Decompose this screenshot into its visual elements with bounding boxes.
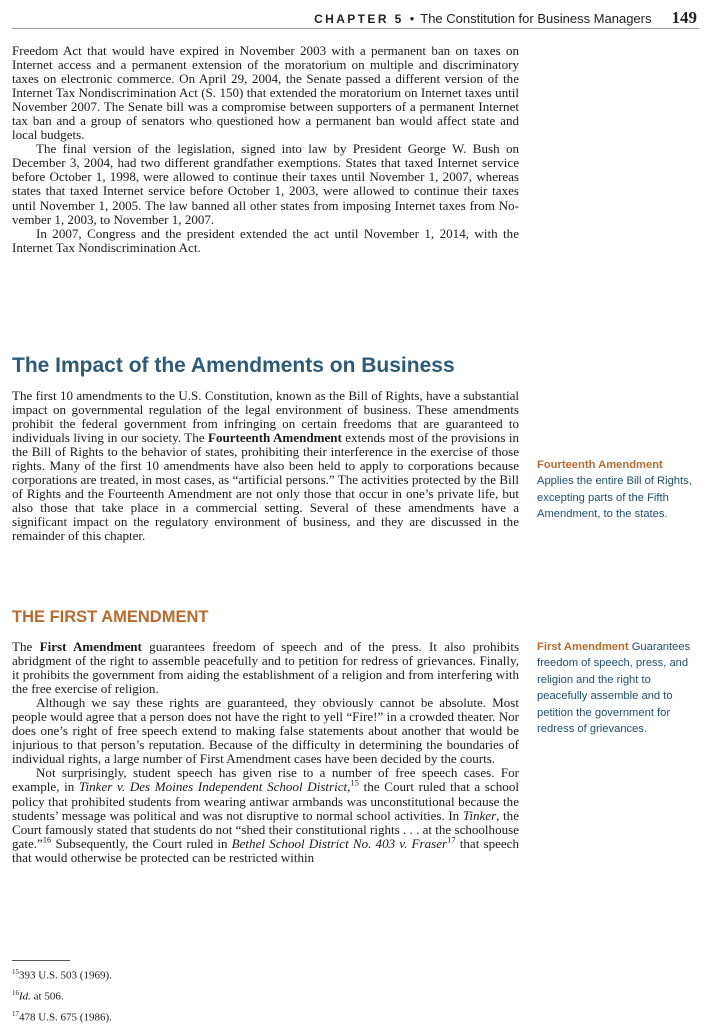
- running-header: [12, 4, 699, 29]
- section-heading-first-amendment: THE FIRST AMENDMENT: [12, 608, 209, 626]
- impact-section: [12, 389, 519, 544]
- page-number: 149: [671, 8, 697, 27]
- footnote-ref-17: 17: [447, 834, 456, 845]
- first-amendment-section: [12, 640, 519, 865]
- impact-text-start: The first 10 amendments to the U.S. Constitution, known as the Bill of Rights, have a substantial impact on governmental regulation of the legal environment of business. These amendments prohibit the federal government from infringing on certain freedoms that are guaranteed to individuals living in our society. The: [12, 388, 519, 446]
- impact-text-end: extends most of the provisions in the Bill of Rights to the behavior of states, prohibiting their interference in the exercise of those rights. Many of the first 10 amendments have also been held to apply to corporations because corporations are treated, in most cases, as “artificial persons.” The activities protected by the Bill of Rights and the Fourteenth Amendment are not only those that occur in one’s private life, but also those that take place in a commercial setting. Several of these amendments have a significant impact on the regulatory environment of business, and they are discussed in the remainder of this chapter.: [12, 430, 519, 544]
- case-bethel: Bethel School District No. 403 v. Fraser: [231, 835, 448, 851]
- footnote-16: [12, 985, 412, 1006]
- footnotes: [12, 964, 412, 1027]
- case-tinker-short: Tinker: [462, 807, 497, 823]
- intro-section: [12, 44, 519, 255]
- footnote-number: 17: [12, 1010, 19, 1019]
- fa-text-start: The: [12, 639, 40, 654]
- footnote-ref-16: 16: [42, 834, 52, 845]
- margin-note-term: Fourteenth Amendment: [537, 459, 663, 471]
- footnote-divider: [12, 960, 70, 961]
- first-amendment-paragraph-3: [12, 766, 519, 864]
- intro-paragraph-1: Freedom Act that would have expired in November 2003 with a permanent ban on taxes on Internet access and a permanent extension of the moratorium on multiple and discriminatory taxes on electronic commerce. On April 29, 2004, the Senate passed a different version of the Internet Tax Nondiscrimination Act (S. 150) that extended the moratorium on Internet taxes until November 2007. The Senate bill was a compromise between supporters of a permanent Internet tax ban and a group of senators who questioned how a permanent ban would affect state and local budgets.: [12, 43, 519, 143]
- p3-text-d: Subsequently, the Court ruled in: [51, 835, 232, 851]
- header-separator: •: [409, 11, 415, 26]
- chapter-title: The Constitution for Business Managers: [420, 11, 652, 26]
- margin-note-fourteenth-amendment: [537, 457, 699, 523]
- fourteenth-amendment-term: Fourteenth Amendment: [207, 430, 342, 446]
- p3-text-c: , the Court famously stated that students do not “shed their constitutional rights . . . at the schoolhouse gate.”: [12, 807, 519, 851]
- margin-note-first-amendment: [537, 639, 699, 737]
- footnote-number: 15: [12, 968, 19, 976]
- footnote-text: 478 U.S. 675 (1986).: [19, 1011, 112, 1024]
- fa-text-end: guarantees freedom of speech and of the press. It also prohibits abridgment of the right to assemble peacefully and to petition for redress of grievances. Finally, it prohibits the government from aiding the establishment of a religion and from interfering with the free exercise of religion.: [12, 639, 520, 697]
- p3-text-e: that speech that would otherwise be protected can be restricted within: [12, 835, 519, 865]
- footnote-italic: Id.: [19, 990, 31, 1003]
- chapter-label: CHAPTER 5: [314, 12, 404, 26]
- footnote-text: at 506.: [30, 990, 64, 1003]
- impact-paragraph: [12, 389, 519, 544]
- case-tinker-full: Tinker v. Des Moines Independent School District,: [79, 779, 351, 795]
- first-amendment-paragraph-2: Although we say these rights are guaranteed, they obviously cannot be absolute. Most people would agree that a person does not have the right to yell “Fire!” in a crowded theater. Nor does one’s right of free speech extend to making false statements about another that would be injurious to that person’s reputation. Because of the difficulty in determining the boundaries of individual rights, a large number of First Amendment cases have been decided by the courts.: [12, 695, 519, 767]
- footnote-number: 16: [12, 989, 19, 998]
- margin-note-definition: Applies the entire Bill of Rights, excepting parts of the Fifth Amendment, to the states.: [537, 475, 692, 521]
- margin-note-definition: Guarantees freedom of speech, press, and religion and the right to peacefully assemble and to petition the government for redress of grievances.: [537, 641, 691, 736]
- first-amendment-paragraph-1: [12, 640, 519, 696]
- footnote-ref-15: 15: [350, 778, 359, 789]
- p3-text-b: the Court ruled that a school policy that prohibited students from wearing antiwar armbands was unconstitutional because the students’ message was political and was not disruptive to normal school activities. In: [12, 779, 519, 823]
- section-heading-impact: The Impact of the Amendments on Business: [12, 354, 455, 377]
- header-right: [314, 8, 697, 28]
- footnote-text: 393 U.S. 503 (1969).: [19, 969, 112, 982]
- p3-text-a: Not surprisingly, student speech has given rise to a number of free speech cases. For example, in: [12, 765, 519, 795]
- first-amendment-term: First Amendment: [39, 639, 142, 654]
- intro-paragraph-3: In 2007, Congress and the president extended the act until November 1, 2014, with the Internet Tax Nondiscrimination Act.: [12, 225, 519, 255]
- margin-note-term: First Amendment: [537, 641, 629, 653]
- footnote-15: [12, 964, 412, 985]
- intro-paragraph-2: The final version of the legislation, signed into law by President George W. Bush on December 3, 2004, had two different grandfather exemptions. States that taxed Internet service before October 1, 1998, were allowed to continue their taxes until November 1, 2007, whereas states that taxed Internet service before October 1, 2003, were allowed to continue their taxes until November 1, 2005. The law banned all other states from imposing Internet taxes from November 1, 2003, to November 1, 2007.: [12, 141, 519, 227]
